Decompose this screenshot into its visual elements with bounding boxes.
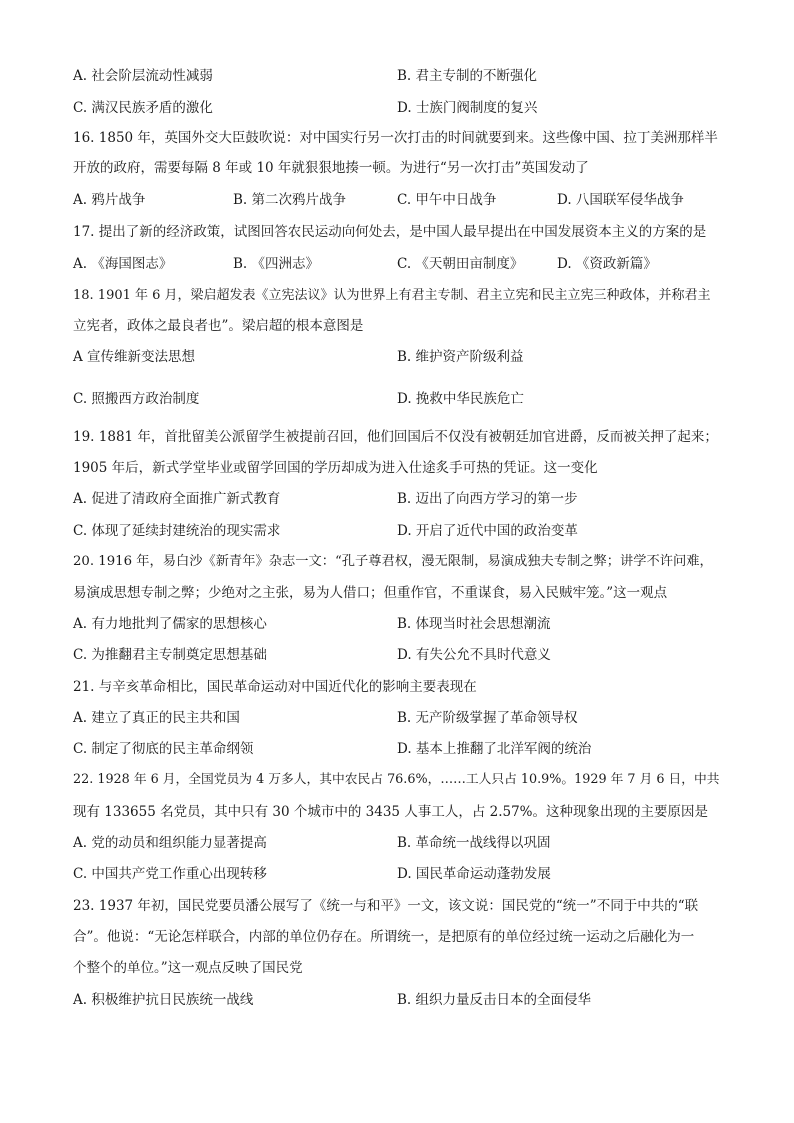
option-a: A. 党的动员和组织能力显著提高	[73, 835, 267, 851]
question-22-stem-line1: 22. 1928 年 6 月，全国党员为 4 万多人，其中农民占 76.6%，……工人只占 10.9%。1929 年 7 月 6 日，中共	[73, 772, 720, 787]
option-a: A. 鸦片战争	[73, 192, 146, 208]
question-16-stem-line2: 开放的政府，需要每隔 8 年或 10 年就狠狠地揍一顿。为进行“另一次打击”英国发动了	[73, 160, 589, 176]
option-c: C. 《天朝田亩制度》	[397, 256, 524, 272]
option-c: C. 中国共产党工作重心出现转移	[73, 866, 267, 882]
question-20-stem-line1: 20. 1916 年，易白沙《新青年》杂志一文：“孔子尊君权，漫无限制，易演成独夫专制之弊；讲学不许问难，	[73, 554, 713, 569]
option-b: B. 革命统一战线得以巩固	[397, 835, 551, 851]
option-c: C. 为推翻君主专制奠定思想基础	[73, 647, 267, 663]
option-a: A. 建立了真正的民主共和国	[73, 710, 240, 726]
option-c: C. 甲午中日战争	[397, 192, 497, 208]
question-23-stem-line2: 合”。他说：“无论怎样联合，内部的单位仍存在。所谓统一，是把原有的单位经过统一运动之后融化为一	[73, 929, 695, 945]
option-d: D. 士族门阀制度的复兴	[397, 100, 538, 116]
option-a: A. 《海国图志》	[73, 256, 173, 272]
option-d: D. 《资政新篇》	[557, 256, 657, 272]
option-d: D. 国民革命运动蓬勃发展	[397, 866, 551, 882]
question-18-stem-line2: 立宪者，政体之最良者也”。梁启超的根本意图是	[73, 318, 364, 334]
option-d: D. 挽救中华民族危亡	[397, 391, 524, 407]
option-b: B. 第二次鸦片战争	[233, 192, 347, 208]
option-b: B. 君主专制的不断强化	[397, 68, 538, 84]
question-19-stem-line1: 19. 1881 年，首批留美公派留学生被提前召回，他们回国后不仅没有被朝廷加官进爵，反而被关押了起来；	[73, 429, 718, 445]
question-18-stem-line1: 18. 1901 年 6 月，梁启超发表《立宪法议》认为世界上有君主专制、君主立宪和民主立宪三种政体，并称君主	[73, 288, 711, 303]
option-a: A. 有力地批判了儒家的思想核心	[73, 616, 267, 632]
option-b: B. 迈出了向西方学习的第一步	[397, 491, 578, 507]
option-c: C. 满汉民族矛盾的激化	[73, 100, 213, 116]
question-21-stem: 21. 与辛亥革命相比，国民革命运动对中国近代化的影响主要表现在	[73, 679, 477, 695]
option-c: C. 制定了彻底的民主革命纲领	[73, 741, 254, 757]
question-22-stem-line2: 现有 133655 名党员，其中只有 30 个城市中的 3435 人事工人，占 2.57%。这种现象出现的主要原因是	[73, 804, 708, 820]
option-a: A 宣传维新变法思想	[73, 349, 196, 365]
option-a: A. 积极维护抗日民族统一战线	[73, 992, 254, 1008]
option-b: B. 维护资产阶级利益	[397, 349, 524, 365]
question-23-stem-line1: 23. 1937 年初，国民党要员潘公展写了《统一与和平》一文，该文说：国民党的“统一”不同于中共的“联	[73, 898, 699, 914]
option-d: D. 有失公允不具时代意义	[397, 647, 551, 663]
option-d: D. 开启了近代中国的政治变革	[397, 523, 578, 539]
option-c: C. 照搬西方政治制度	[73, 391, 200, 407]
option-b: B. 组织力量反击日本的全面侵华	[397, 992, 592, 1008]
question-20-stem-line2: 易演成思想专制之弊；少绝对之主张，易为人借口；但重作官，不重谋食，易入民贼牢笼。”这一观点	[73, 585, 668, 601]
question-23-stem-line3: 个整个的单位。”这一观点反映了国民党	[73, 960, 303, 976]
option-b: B. 无产阶级掌握了革命领导权	[397, 710, 578, 726]
option-b: B. 《四洲志》	[233, 256, 320, 272]
question-19-stem-line2: 1905 年后，新式学堂毕业或留学回国的学历却成为进入仕途炙手可热的凭证。这一变化	[73, 460, 598, 476]
option-d: D. 八国联军侵华战争	[557, 192, 684, 208]
option-d: D. 基本上推翻了北洋军阀的统治	[397, 741, 592, 757]
option-b: B. 体现当时社会思想潮流	[397, 616, 551, 632]
option-a: A. 促进了清政府全面推广新式教育	[73, 491, 281, 507]
question-16-stem-line1: 16. 1850 年，英国外交大臣鼓吹说：对中国实行另一次打击的时间就要到来。这些像中国、拉丁美洲那样半	[73, 130, 718, 146]
option-c: C. 体现了延续封建统治的现实需求	[73, 523, 281, 539]
option-a: A. 社会阶层流动性减弱	[73, 68, 213, 84]
question-17-stem: 17. 提出了新的经济政策，试图回答农民运动向何处去，是中国人最早提出在中国发展资本主义的方案的是	[73, 224, 707, 240]
